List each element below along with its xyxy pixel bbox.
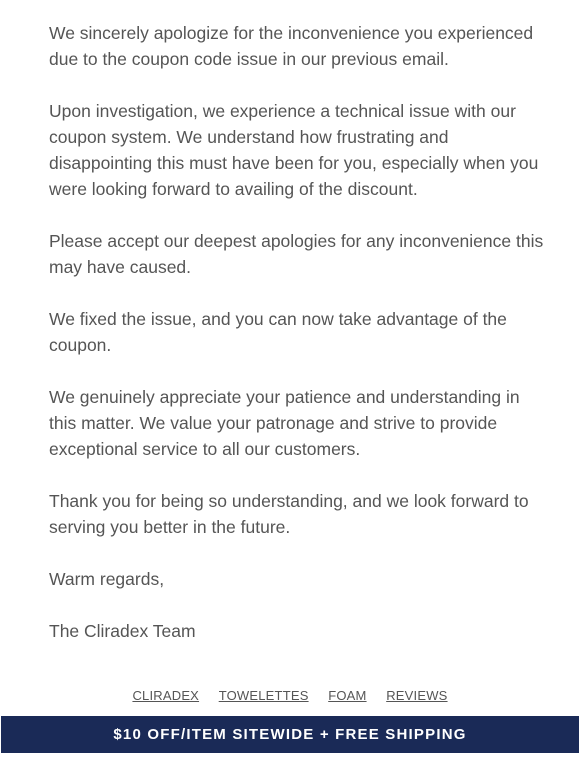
nav-link-reviews[interactable]: REVIEWS [386, 688, 448, 703]
paragraph-apology: We sincerely apologize for the inconvenience you experienced due to the coupon code issue in our previous email. [49, 23, 534, 69]
nav-link-foam[interactable]: FOAM [328, 688, 367, 703]
paragraph-investigation: Upon investigation, we experience a technical issue with our coupon system. We understand how frustrating and disappointing this must have been for you, especially when you were looking forward to availing of the discount. [49, 101, 539, 199]
paragraph-issue-fixed: We fixed the issue, and you can now take advantage of the coupon. [49, 309, 507, 355]
sign-off: Warm regards, [49, 569, 165, 589]
promo-banner[interactable] [1, 716, 579, 753]
nav-link-cliradex[interactable]: CLIRADEX [132, 688, 200, 703]
bottom-spacer [0, 753, 580, 774]
nav-link-towelettes[interactable]: TOWELETTES [218, 688, 309, 703]
paragraph-deepest-apologies: Please accept our deepest apologies for any inconvenience this may have caused. [49, 231, 544, 277]
footer-nav [0, 688, 580, 704]
paragraph-thank-you: Thank you for being so understanding, and we look forward to serving you better in the future. [49, 491, 529, 537]
signature: The Cliradex Team [49, 621, 196, 641]
paragraph-appreciation: We genuinely appreciate your patience and understanding in this matter. We value your patronage and strive to provide exceptional service to all our customers. [49, 387, 520, 459]
promo-banner-text: $10 OFF/ITEM SITEWIDE + FREE SHIPPING [113, 726, 467, 743]
email-body [49, 20, 549, 670]
